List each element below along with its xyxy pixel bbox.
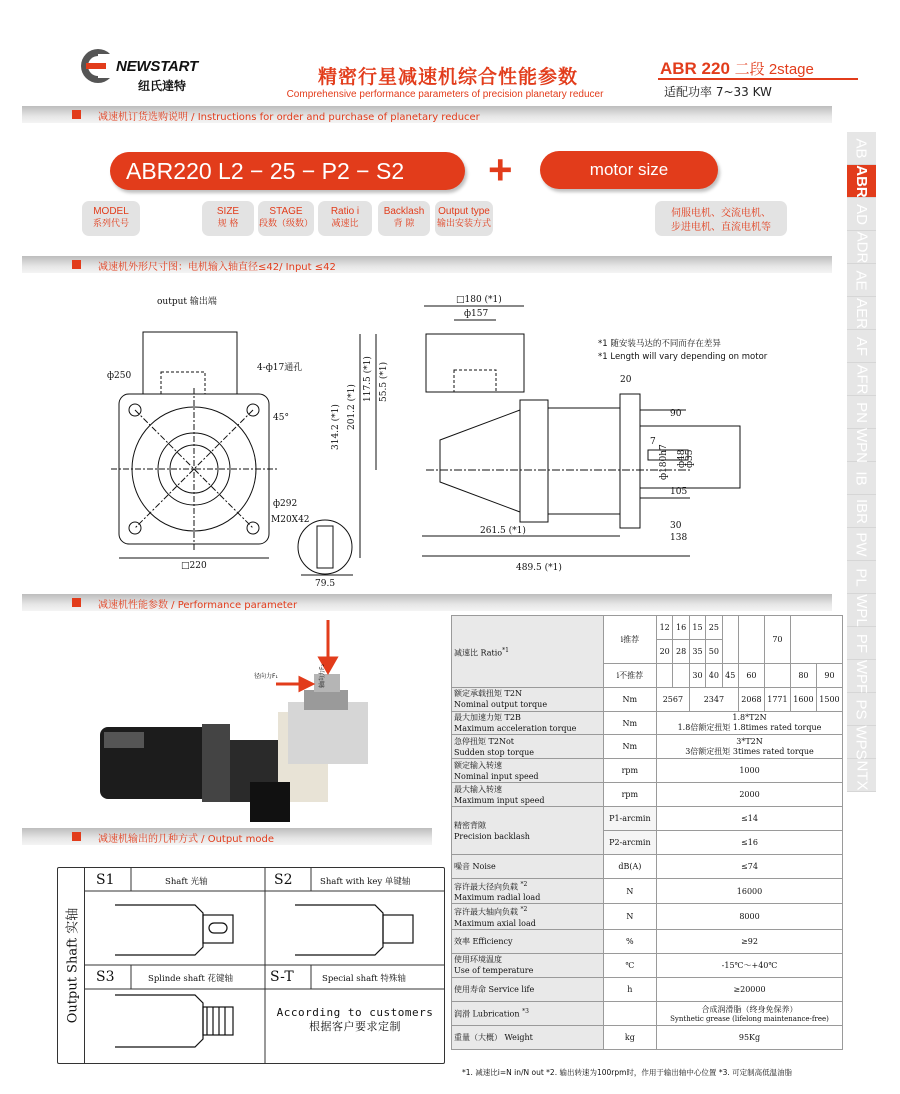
table-row [452, 954, 843, 978]
shaft-grid [85, 867, 445, 1064]
row-label: 额定输入转速 Nominal input speed [452, 759, 604, 783]
page-title: 精密行星减速机综合性能参数 [317, 66, 578, 88]
ratio-cell: 30 [689, 663, 705, 687]
shaft-side-text: Output Shaft 实轴 [65, 907, 81, 1024]
page-subtitle: Comprehensive performance parameters of precision planetary reducer [286, 89, 604, 100]
table-row [452, 1025, 843, 1049]
tab-abr[interactable] [847, 165, 876, 198]
dim-holes: 4-ф17通孔 [257, 363, 303, 373]
motor-types-line-2: 步进电机、直流电机等 [671, 222, 771, 233]
torque-value: 2347 [689, 687, 738, 711]
torque-value: 1600 [790, 687, 816, 711]
tab-ib[interactable] [847, 462, 876, 495]
radial-force-label: 径向力F₁ [254, 673, 278, 680]
servo-motor [100, 724, 230, 802]
dim-90: 90 [670, 409, 682, 419]
ratio-cell: 28 [673, 639, 689, 663]
tab-ps[interactable] [847, 693, 876, 726]
shaft-s2-icon [295, 905, 383, 955]
row-unit: Nm [603, 735, 656, 759]
flange-top-block [143, 332, 237, 394]
dim-30: 30 [670, 521, 682, 531]
tab-wpn[interactable] [847, 429, 876, 462]
row-label: 最大加速力矩 T2B Maximum acceleration torque [452, 711, 604, 735]
model-stage: 二段 2stage [734, 61, 814, 78]
logo-text-en: NEWSTART [116, 58, 199, 75]
tab-label: AER [853, 297, 870, 329]
tag-size-en: SIZE [216, 206, 240, 217]
section-marker-icon [72, 832, 81, 841]
ratio-cell: 16 [673, 616, 689, 640]
tab-label: WPS [853, 724, 871, 760]
table-row [452, 807, 843, 831]
row-label: 噪音 Noise [452, 854, 604, 878]
product-photo [90, 612, 390, 827]
tag-size [202, 201, 254, 236]
row-unit: % [603, 930, 656, 954]
ratio-cell [790, 616, 842, 664]
tag-ratio-cn: 减速比 [331, 219, 359, 229]
tab-ibr[interactable] [847, 495, 876, 528]
output-shaft-side-label [57, 867, 85, 1064]
ratio-cell: 90 [816, 663, 842, 687]
row-value: ≤14 [657, 807, 843, 831]
dim-201: 201.2 (*1) [347, 384, 357, 430]
tab-ab[interactable] [847, 132, 876, 165]
row-value: -15℃～+40℃ [657, 954, 843, 978]
dim-key: 79.5 [315, 579, 336, 589]
section-marker-icon [72, 110, 81, 119]
ratio-cell: 15 [689, 616, 705, 640]
tag-motor-types [655, 201, 787, 236]
row-unit: P1-arcmin [603, 807, 656, 831]
tab-label: ADR [853, 231, 871, 263]
row-value: 2000 [657, 783, 843, 807]
tag-output-cn: 输出安装方式 [436, 219, 491, 229]
side-view-drawing [330, 290, 695, 580]
row-label: 急停扭矩 T2Not Sudden stop torque [452, 735, 604, 759]
tab-wpl[interactable] [847, 594, 876, 627]
row-unit: Nm [603, 687, 656, 711]
torque-value: 2567 [657, 687, 690, 711]
tab-pl[interactable] [847, 561, 876, 594]
motor-types-line-1: 伺服电机、交流电机、 [671, 208, 771, 219]
tag-backlash [378, 201, 430, 236]
tab-pf[interactable] [847, 627, 876, 660]
shaft-s3-icon [115, 995, 203, 1047]
shaft-s1-icon [115, 905, 203, 955]
ratio-cell: 40 [706, 663, 722, 687]
tag-output-en: Output type [438, 206, 490, 217]
row-unit: rpm [603, 783, 656, 807]
row-unit: P2-arcmin [603, 831, 656, 855]
tab-label: WPL [853, 593, 871, 627]
logo-text-cn: 纽氏達特 [138, 79, 187, 93]
shaft-code-s1: S1 [96, 872, 115, 888]
row-unit: kg [603, 1025, 656, 1049]
table-row [452, 687, 843, 711]
dim-phi157: ф157 [464, 309, 489, 319]
dim-261: 261.5 (*1) [480, 526, 526, 536]
row-unit: N [603, 878, 656, 904]
tab-wpf[interactable] [847, 660, 876, 693]
tab-ae[interactable] [847, 264, 876, 297]
shaft-label-st: Special shaft 特殊轴 [322, 974, 406, 984]
axial-force-label: 轴向力F₂ [319, 664, 326, 688]
row-value: 1.8*T2N 1.8倍额定扭矩 1.8times rated torque [657, 711, 843, 735]
housing-rear [520, 400, 548, 522]
dim-phi48: ф48 [677, 449, 687, 468]
section-order-bar [22, 106, 832, 123]
ratio-cell: 60 [738, 663, 764, 687]
tab-afr[interactable] [847, 363, 876, 396]
section-marker-icon [72, 598, 81, 607]
tab-wps[interactable] [847, 726, 876, 759]
dim-phi35: ф35 [685, 449, 695, 468]
row-value: ≤16 [657, 831, 843, 855]
row-label: 容许最大轴向负载 $^{*2}$ Maximum axial load [452, 904, 604, 930]
row-value: ≥92 [657, 930, 843, 954]
section-output-bar [22, 828, 432, 845]
row-value: 16000 [657, 878, 843, 904]
dim-angle: 45° [273, 413, 289, 423]
ratio-cell: 20 [657, 639, 673, 663]
model-power: 适配功率 7~33 KW [664, 85, 772, 99]
ratio-row-1 [452, 616, 843, 640]
tab-label: PL [852, 567, 870, 587]
tab-aer[interactable] [847, 297, 876, 330]
tab-pn[interactable] [847, 396, 876, 429]
tab-ntx[interactable] [847, 759, 876, 792]
brand-logo [78, 44, 228, 94]
section-output-title: 减速机输出的几种方式 / Output mode [98, 834, 275, 845]
table-row [452, 977, 843, 1001]
ratio-label: 减速比 Ratio$^{*1}$ [452, 616, 604, 688]
dim-phi250: ф250 [107, 371, 132, 381]
section-order-title: 减速机订货选购说明 / Instructions for order and purchase of planetary reducer [98, 112, 480, 123]
plus-icon: + [488, 146, 513, 193]
dim-phi180: ф180h7 [659, 444, 669, 480]
tab-label: PS [852, 698, 870, 720]
shaft-code-s2: S2 [274, 872, 293, 888]
torque-value: 1500 [816, 687, 842, 711]
logo-mark-icon [78, 46, 118, 86]
table-row [452, 854, 843, 878]
model-name: ABR 220 [660, 59, 730, 78]
dim-314: 314.2 (*1) [331, 404, 341, 450]
tab-label: AD [853, 203, 870, 225]
row-label: 使用环境温度 Use of temperature [452, 954, 604, 978]
ratio-recommended-label: i推荐 [603, 616, 656, 664]
section-dimensions-title: 减速机外形尺寸图：电机输入轴直径≤42/ Input ≤42 [98, 262, 336, 273]
row-unit: rpm [603, 759, 656, 783]
tab-label: AFR [853, 364, 870, 394]
output-flange [620, 394, 640, 528]
tab-label: IBR [852, 498, 870, 524]
dim-square: □220 [181, 561, 207, 571]
table-row [452, 783, 843, 807]
section-marker-icon [72, 260, 81, 269]
row-label: 润滑 Lubrication $^{*3}$ [452, 1001, 604, 1025]
tag-backlash-cn: 背 隙 [393, 219, 415, 229]
tab-adr[interactable] [847, 231, 876, 264]
tag-backlash-en: Backlash [383, 206, 425, 217]
tab-pw[interactable] [847, 528, 876, 561]
row-label: 效率 Efficiency [452, 930, 604, 954]
tag-size-cn: 规 格 [217, 219, 239, 229]
row-label: 使用寿命 Service life [452, 977, 604, 1001]
adapter-cone [440, 410, 520, 512]
row-value: 8000 [657, 904, 843, 930]
dim-square-180: □180 (*1) [456, 295, 502, 305]
tag-ratio [318, 201, 372, 236]
row-value: 95Kg [657, 1025, 843, 1049]
motor-flange-block [426, 334, 524, 392]
tag-stage-en: STAGE [269, 206, 303, 217]
row-unit: dB(A) [603, 854, 656, 878]
heading-rule [658, 78, 858, 80]
table-row [452, 759, 843, 783]
output-label: output 输出端 [157, 297, 217, 307]
table-row [452, 711, 843, 735]
ratio-cell: 25 [706, 616, 722, 640]
table-row [452, 735, 843, 759]
dim-105: 105 [670, 487, 688, 497]
tag-stage-cn: 段数（级数） [258, 219, 313, 229]
tab-label: PF [852, 633, 870, 653]
tab-label: PW [852, 531, 870, 557]
tab-af[interactable] [847, 330, 876, 363]
tag-model-en: MODEL [93, 206, 129, 217]
row-unit [603, 1001, 656, 1025]
dim-thread: M20X42 [271, 515, 310, 525]
motor-size-pill: motor size [540, 151, 718, 189]
tag-output-type [435, 201, 493, 236]
custom-shaft-note [270, 1006, 440, 1034]
row-unit: N [603, 904, 656, 930]
ratio-cell [657, 663, 673, 687]
tab-label: WPN [853, 427, 870, 463]
row-label: 精密背隙 Precision backlash [452, 807, 604, 855]
table-row [452, 904, 843, 930]
tab-ad[interactable] [847, 198, 876, 231]
ratio-cell [722, 616, 738, 664]
tab-label: WPF [853, 659, 871, 693]
tab-label: AE [852, 269, 870, 291]
tag-ratio-en: Ratio i [330, 206, 360, 217]
ratio-cell: 35 [689, 639, 705, 663]
tab-label: PN [853, 401, 870, 423]
drawing-note-en: *1 Length will vary depending on motor [598, 352, 768, 362]
ratio-cell: 80 [790, 663, 816, 687]
row-value: 1000 [657, 759, 843, 783]
section-performance-bar [22, 594, 832, 611]
dim-489: 489.5 (*1) [516, 563, 562, 573]
row-value: 合成润滑脂（终身免保养） Synthetic grease (lifelong maintenance-free) [657, 1001, 843, 1025]
series-tabs [847, 132, 876, 792]
dim-55: 55.5 (*1) [379, 361, 389, 402]
ratio-cell [738, 616, 764, 664]
ratio-cell: 45 [722, 663, 738, 687]
ratio-cell: 70 [764, 616, 790, 664]
torque-value: 1771 [764, 687, 790, 711]
row-label: 最大输入转速 Maximum input speed [452, 783, 604, 807]
dim-20: 20 [620, 375, 632, 385]
tab-label: AB [852, 137, 870, 159]
tab-label: NTX [853, 760, 870, 790]
section-dimensions-bar [22, 256, 832, 273]
section-performance-title: 减速机性能参数 / Performance parameter [98, 600, 298, 611]
row-unit: ℃ [603, 954, 656, 978]
dim-7: 7 [650, 437, 656, 447]
tag-model-cn: 系列代号 [92, 219, 129, 229]
torque-value: 2068 [738, 687, 764, 711]
order-code: ABR220 L2 − 25 − P2 − S2 [110, 152, 465, 190]
custom-note-en: According to customers [276, 1006, 434, 1019]
shaft-label-s1: Shaft 光轴 [165, 877, 208, 887]
row-value: ≤74 [657, 854, 843, 878]
row-label: 额定承载扭矩 T2N Nominal output torque [452, 687, 604, 711]
ratio-notrec-label: i不推荐 [603, 663, 656, 687]
drawing-note-cn: *1 随安装马达的不同而存在差异 [598, 339, 721, 349]
ratio-cell [673, 663, 689, 687]
row-unit: Nm [603, 711, 656, 735]
tag-model [82, 201, 140, 236]
housing-body [548, 408, 620, 514]
dim-phi292: ф292 [273, 499, 298, 509]
shaft-label-s2: Shaft with key 单键轴 [320, 877, 411, 887]
performance-table [451, 615, 843, 1050]
row-value: 3*T2N 3倍额定扭矩 3times rated torque [657, 735, 843, 759]
tag-stage [258, 201, 314, 236]
table-row [452, 1001, 843, 1025]
shaft-code-s3: S3 [96, 969, 115, 985]
table-footnote: *1. 减速比i=N in/N out *2. 输出转速为100rpm时，作用于输出轴中心位置 *3. 可定制高低温油脂 [462, 1068, 793, 1077]
row-value: ≥20000 [657, 977, 843, 1001]
ratio-cell: 50 [706, 639, 722, 663]
gear-housing [230, 674, 368, 822]
tab-label: AF [852, 336, 870, 356]
ratio-cell [764, 663, 790, 687]
table-row [452, 878, 843, 904]
table-row [452, 930, 843, 954]
model-heading [660, 58, 814, 79]
tab-label: IB [853, 470, 870, 486]
dim-138: 138 [670, 533, 688, 543]
ratio-cell: 12 [657, 616, 673, 640]
tab-label: ABR [853, 164, 870, 198]
shaft-label-s3: Splinde shaft 花键轴 [148, 974, 234, 984]
dim-117: 117.5 (*1) [363, 356, 373, 402]
row-label: 重量（大概） Weight [452, 1025, 604, 1049]
row-unit: h [603, 977, 656, 1001]
custom-note-cn: 根据客户要求定制 [309, 1020, 401, 1033]
row-label: 容许最大径向负载 $^{*2}$ Maximum radial load [452, 878, 604, 904]
shaft-code-st: S-T [270, 969, 294, 985]
